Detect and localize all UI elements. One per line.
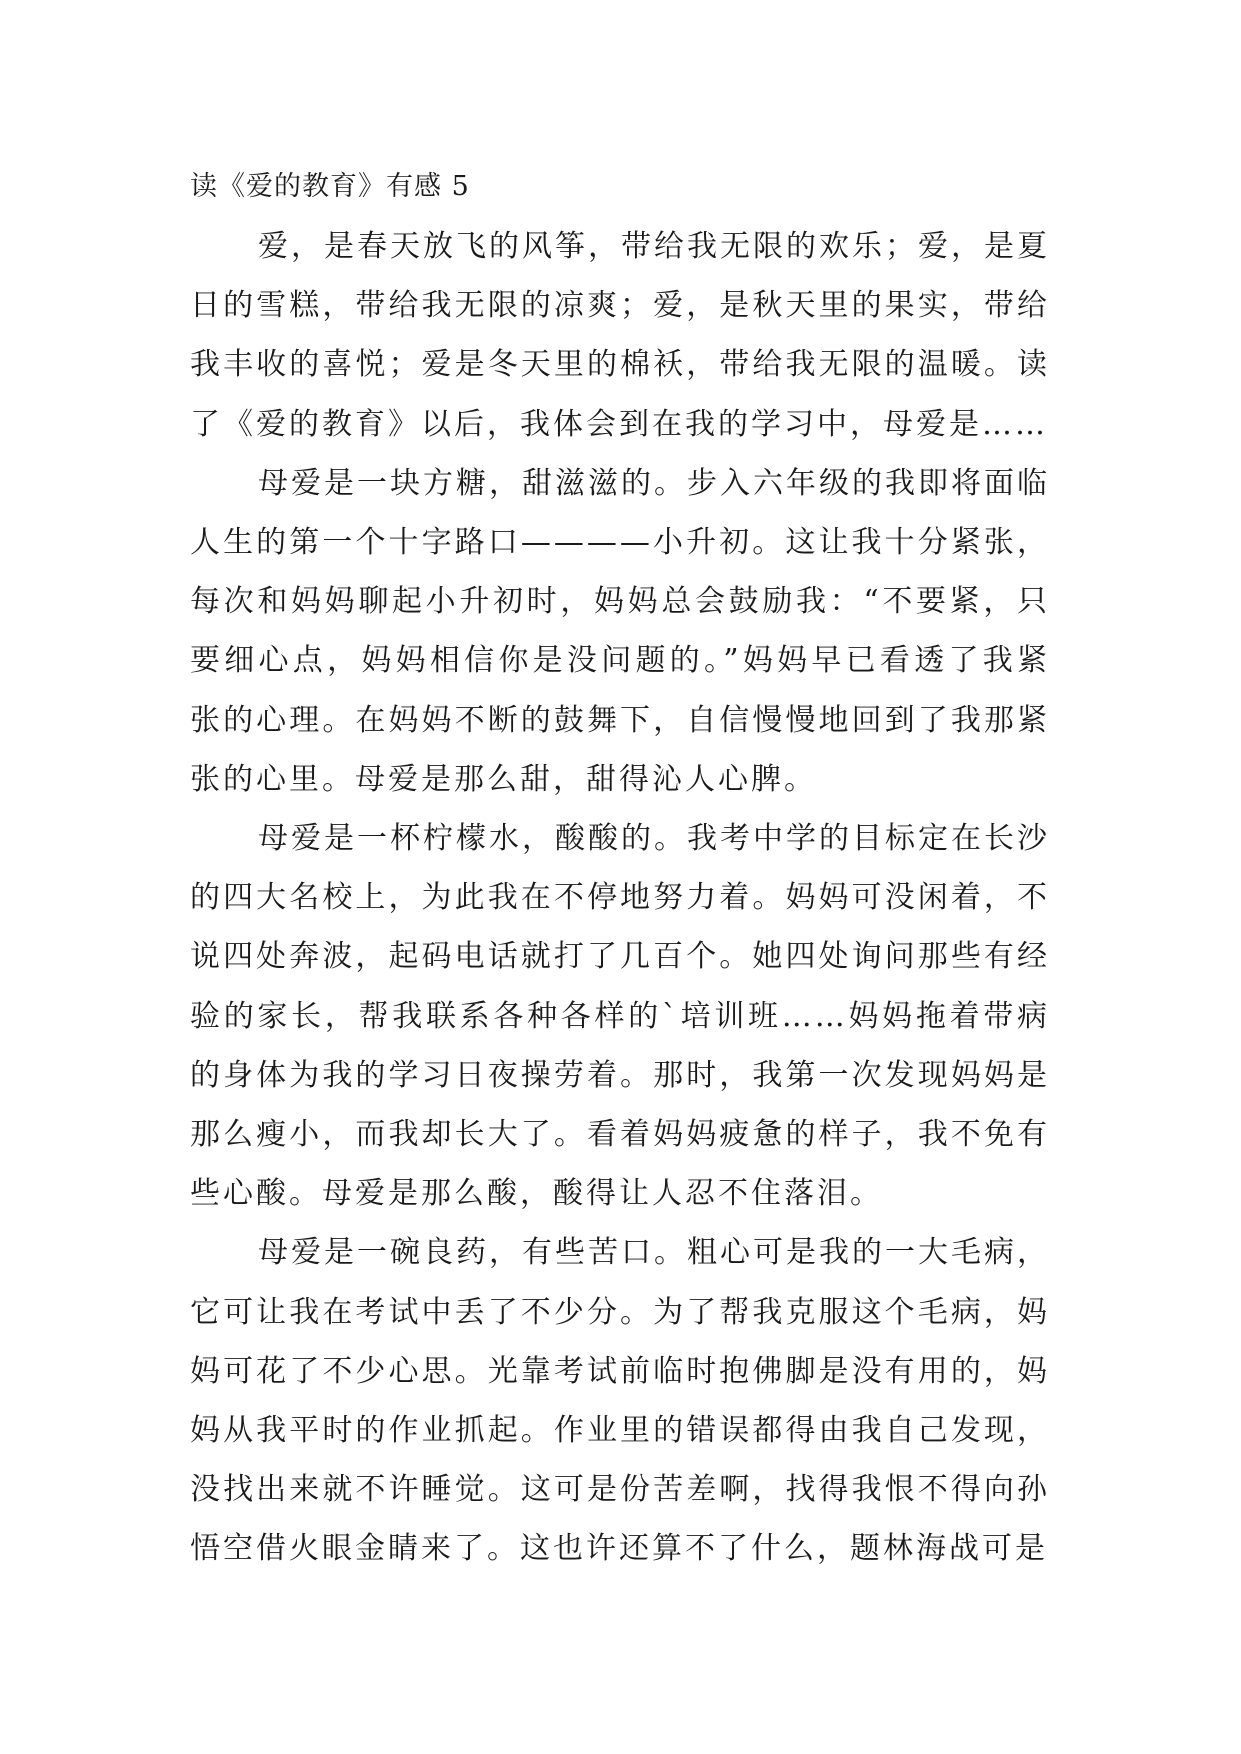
paragraph: 母爱是一碗良药，有些苦口。粗心可是我的一大毛病，它可让我在考试中丢了不少分。为了帮我克服这个毛病，妈妈可花了不少心思。光靠考试前临时抱佛脚是没有用的，妈妈从我平时的作业抓起。作业里的错误都得由我自己发现，没找出来就不许睡觉。这可是份苦差啊，找得我恨不得向孙悟空借火眼金睛来了。这也许还算不了什么，题林海战可是 xyxy=(190,1235,1050,1567)
document-body xyxy=(190,217,1050,1579)
paragraph: 母爱是一块方糖，甜滋滋的。步入六年级的我即将面临人生的第一个十字路口————小升初。这让我十分紧张，每次和妈妈聊起小升初时，妈妈总会鼓励我：“不要紧，只要细心点，妈妈相信你是没问题的。”妈妈早已看透了我紧张的心理。在妈妈不断的鼓舞下，自信慢慢地回到了我那紧张的心里。母爱是那么甜，甜得沁人心脾。 xyxy=(190,465,1050,797)
document-title: 读《爱的教育》有感 5 xyxy=(190,171,470,202)
paragraph: 母爱是一杯柠檬水，酸酸的。我考中学的目标定在长沙的四大名校上，为此我在不停地努力着。妈妈可没闲着，不说四处奔波，起码电话就打了几百个。她四处询问那些有经验的家长，帮我联系各种各样的`培训班……妈妈拖着带病的身体为我的学习日夜操劳着。那时，我第一次发现妈妈是那么瘦小，而我却长大了。看着妈妈疲惫的样子，我不免有些心酸。母爱是那么酸，酸得让人忍不住落泪。 xyxy=(190,821,1050,1212)
paragraph: 爱，是春天放飞的风筝，带给我无限的欢乐；爱，是夏日的雪糕，带给我无限的凉爽；爱，是秋天里的果实，带给我丰收的喜悦；爱是冬天里的棉袄，带给我无限的温暖。读了《爱的教育》以后，我体会到在我的学习中，母爱是…… xyxy=(190,229,1050,442)
